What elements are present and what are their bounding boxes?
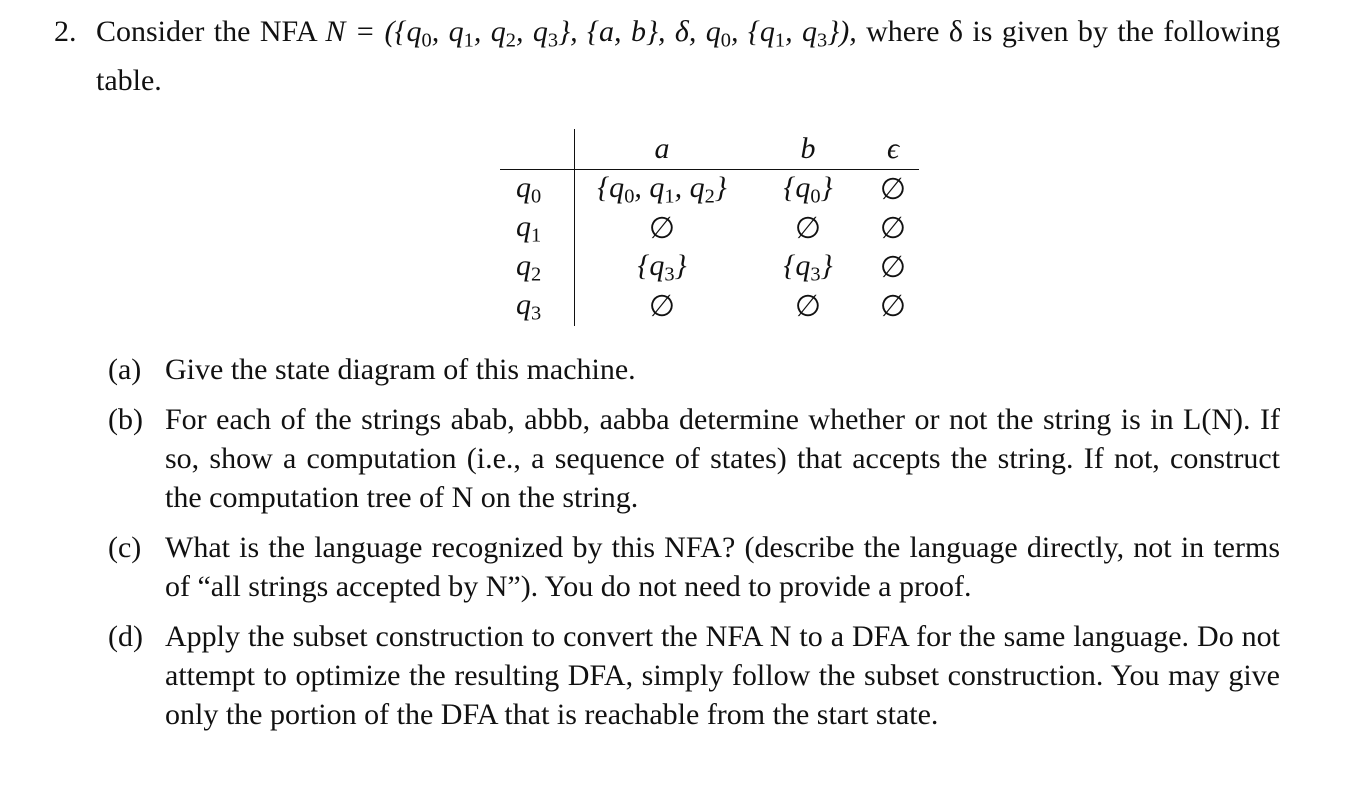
intro-suffix: where δ is given by the following table. bbox=[96, 15, 1281, 97]
part-text: Apply the subset construction to convert the NFA N to a DFA for the same language. Do not attempt to optimize the resulting DFA, simply follow the subset construction. You may give only the portion of the DFA that is reachable from the start state. bbox=[165, 620, 1280, 731]
table-row bbox=[500, 287, 919, 326]
table-header-row bbox=[500, 129, 919, 170]
subquestions bbox=[108, 350, 1280, 745]
table-row bbox=[500, 209, 919, 248]
state-cell: $q_0$ bbox=[516, 170, 542, 208]
nfa-name: N bbox=[325, 15, 346, 48]
problem-number: 2. bbox=[54, 15, 77, 48]
transition-eps-cell: ∅ bbox=[879, 251, 907, 284]
part-text: Give the state diagram of this machine. bbox=[165, 353, 636, 386]
part-label: (a) bbox=[108, 353, 142, 386]
transition-a-cell: {$q_0$, $q_1$, $q_2$} bbox=[575, 170, 750, 210]
part-c bbox=[108, 528, 1280, 606]
header-b: b bbox=[749, 129, 867, 170]
problem-intro bbox=[96, 12, 1280, 100]
state-cell: $q_1$ bbox=[516, 209, 542, 247]
part-b bbox=[108, 400, 1280, 517]
transition-b-cell: $\{q_0\}$ bbox=[783, 170, 833, 208]
part-d bbox=[108, 617, 1280, 734]
nfa-definition: = ({$q_0$, $q_1$, $q_2$, $q_3$}, {a, b}, δ, $q_0$, {$q_1$, $q_3$}), bbox=[345, 15, 867, 52]
header-corner bbox=[500, 129, 575, 170]
table-row bbox=[500, 170, 919, 210]
part-a bbox=[108, 350, 1280, 389]
problem-statement bbox=[54, 12, 1280, 100]
part-label: (d) bbox=[108, 620, 143, 653]
transition-b-cell: $\{q_3\}$ bbox=[783, 248, 833, 286]
transition-b-cell: ∅ bbox=[794, 212, 822, 245]
transition-eps-cell: ∅ bbox=[879, 290, 907, 323]
transition-table bbox=[500, 129, 919, 326]
transition-a-cell: ∅ bbox=[575, 209, 750, 248]
part-label: (c) bbox=[108, 531, 142, 564]
header-a: a bbox=[575, 129, 750, 170]
transition-a-cell: ∅ bbox=[575, 287, 750, 326]
header-epsilon: ϵ bbox=[867, 129, 919, 170]
transition-a-cell: $\{q_3\}$ bbox=[575, 248, 750, 287]
part-label: (b) bbox=[108, 403, 143, 436]
table-row bbox=[500, 248, 919, 287]
part-text: For each of the strings abab, abbb, aabba determine whether or not the string is in L(N). If so, show a computation (i.e., a sequence of states) that accepts the string. If not, construct the computation tree of N on the string. bbox=[165, 403, 1280, 514]
transition-b-cell: ∅ bbox=[794, 290, 822, 323]
intro-prefix: Consider the NFA bbox=[96, 15, 326, 48]
part-text: What is the language recognized by this NFA? (describe the language directly, not in terms of “all strings accepted by N”). You do not need to provide a proof. bbox=[165, 531, 1280, 603]
transition-eps-cell: ∅ bbox=[879, 173, 907, 206]
state-cell: $q_2$ bbox=[516, 248, 542, 286]
transition-eps-cell: ∅ bbox=[879, 212, 907, 245]
state-cell: $q_3$ bbox=[516, 287, 542, 325]
